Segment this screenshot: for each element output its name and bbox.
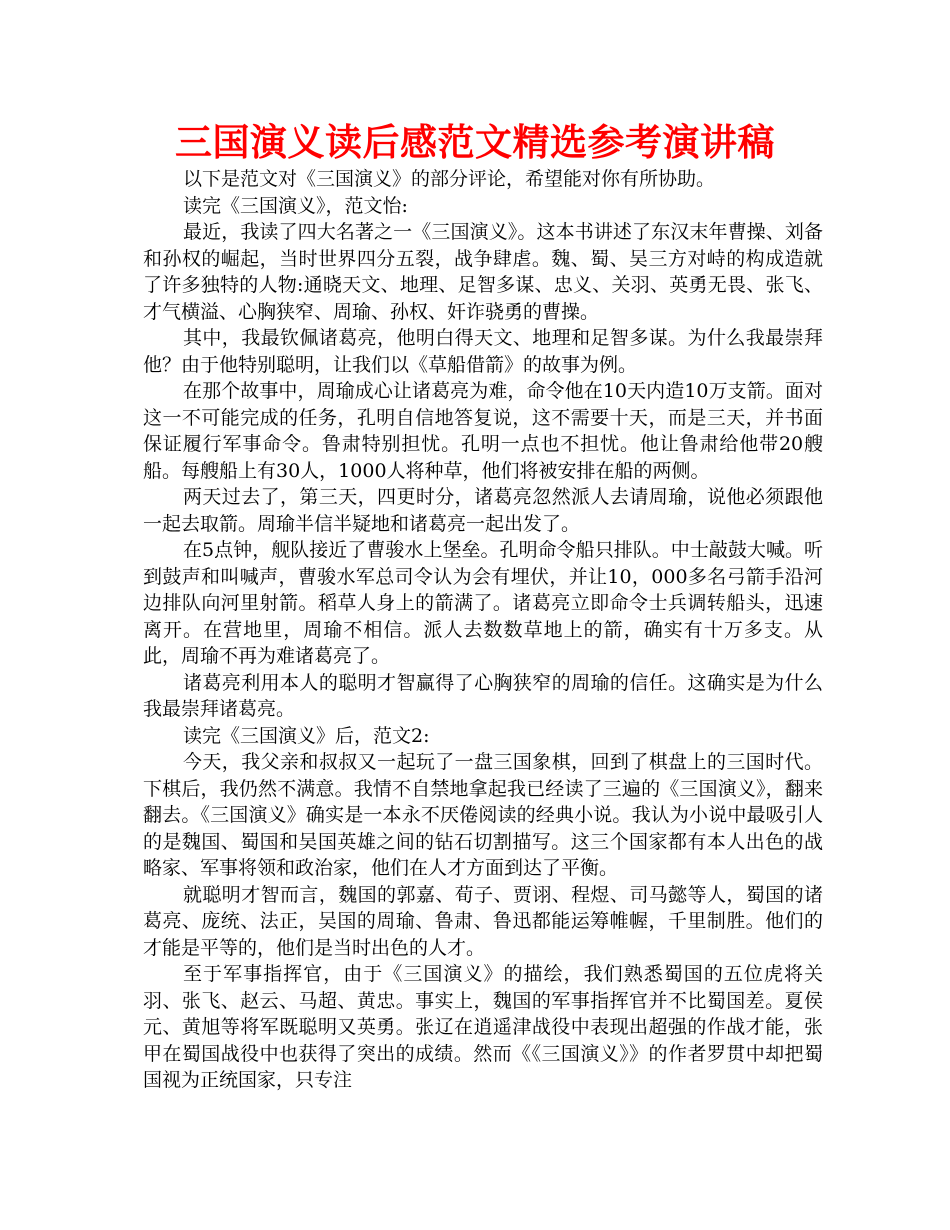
paragraph: 两天过去了，第三天，四更时分，诸葛亮忽然派人去请周瑜，说他必须跟他一起去取箭。周瑜半信半疑地和诸葛亮一起出发了。 [143, 486, 823, 535]
paragraph: 最近，我读了四大名著之一《三国演义》。这本书讲述了东汉末年曹操、刘备和孙权的崛起，当时世界四分五裂，战争肆虐。魏、蜀、吴三方对峙的构成造就了许多独特的人物:通晓天文、地理、足智多谋、忠义、关羽、英勇无畏、张飞、才气横溢、心胸狭窄、周瑜、孙权、奸诈骁勇的曹操。 [143, 221, 823, 323]
paragraph: 以下是范文对《三国演义》的部分评论，希望能对你有所协助。 [183, 168, 716, 190]
paragraph: 至于军事指挥官，由于《三国演义》的描绘，我们熟悉蜀国的五位虎将关羽、张飞、赵云、马超、黄忠。事实上，魏国的军事指挥官并不比蜀国差。夏侯元、黄旭等将军既聪明又英勇。张辽在逍遥津战役中表现出超强的作战才能，张甲在蜀国战役中也获得了突出的成绩。然而《《三国演义》》的作者罗贯中却把蜀国视为正统国家，只专注 [143, 963, 823, 1091]
paragraph: 读完《三国演义》后，范文2: [183, 724, 430, 747]
paragraph: 其中，我最钦佩诸葛亮，他明白得天文、地理和足智多谋。为什么我最崇拜他？由于他特别聪明，让我们以《草船借箭》的故事为例。 [143, 327, 823, 376]
document-body [143, 166, 823, 1094]
paragraph: 在5点钟，舰队接近了曹骏水上堡垒。孔明命令船只排队。中士敲鼓大喊。听到鼓声和叫喊声，曹骏水军总司令认为会有埋伏，并让10，000多名弓箭手沿河边排队向河里射箭。稻草人身上的箭满了。诸葛亮立即命令士兵调转船头，迅速离开。在营地里，周瑜不相信。派人去数数草地上的箭，确实有十万多支。从此，周瑜不再为难诸葛亮了。 [143, 539, 823, 667]
document-title: 三国演义读后感范文精选参考演讲稿 [175, 121, 775, 164]
paragraph: 今天，我父亲和叔叔又一起玩了一盘三国象棋，回到了棋盘上的三国时代。下棋后，我仍然不满意。我情不自禁地拿起我已经读了三遍的《三国演义》，翻来翻去。《三国演义》确实是一本永不厌倦阅读的经典小说。我认为小说中最吸引人的是魏国、蜀国和吴国英雄之间的钻石切割描写。这三个国家都有本人出色的战略家、军事将领和政治家，他们在人才方面到达了平衡。 [143, 751, 823, 879]
paragraph: 在那个故事中，周瑜成心让诸葛亮为难，命令他在10天内造10万支箭。面对这一不可能完成的任务，孔明自信地答复说，这不需要十天，而是三天，并书面保证履行军事命令。鲁肃特别担忧。孔明一点也不担忧。他让鲁肃给他带20艘船。每艘船上有30人，1000人将种草，他们将被安排在船的两侧。 [143, 380, 823, 482]
paragraph: 读完《三国演义》，范文怡: [183, 194, 408, 217]
paragraph: 诸葛亮利用本人的聪明才智赢得了心胸狭窄的周瑜的信任。这确实是为什么我最崇拜诸葛亮。 [143, 671, 823, 720]
paragraph: 就聪明才智而言，魏国的郭嘉、荀子、贾诩、程煜、司马懿等人，蜀国的诸葛亮、庞统、法正，吴国的周瑜、鲁肃、鲁迅都能运筹帷幄，千里制胜。他们的才能是平等的，他们是当时出色的人才。 [143, 883, 823, 959]
